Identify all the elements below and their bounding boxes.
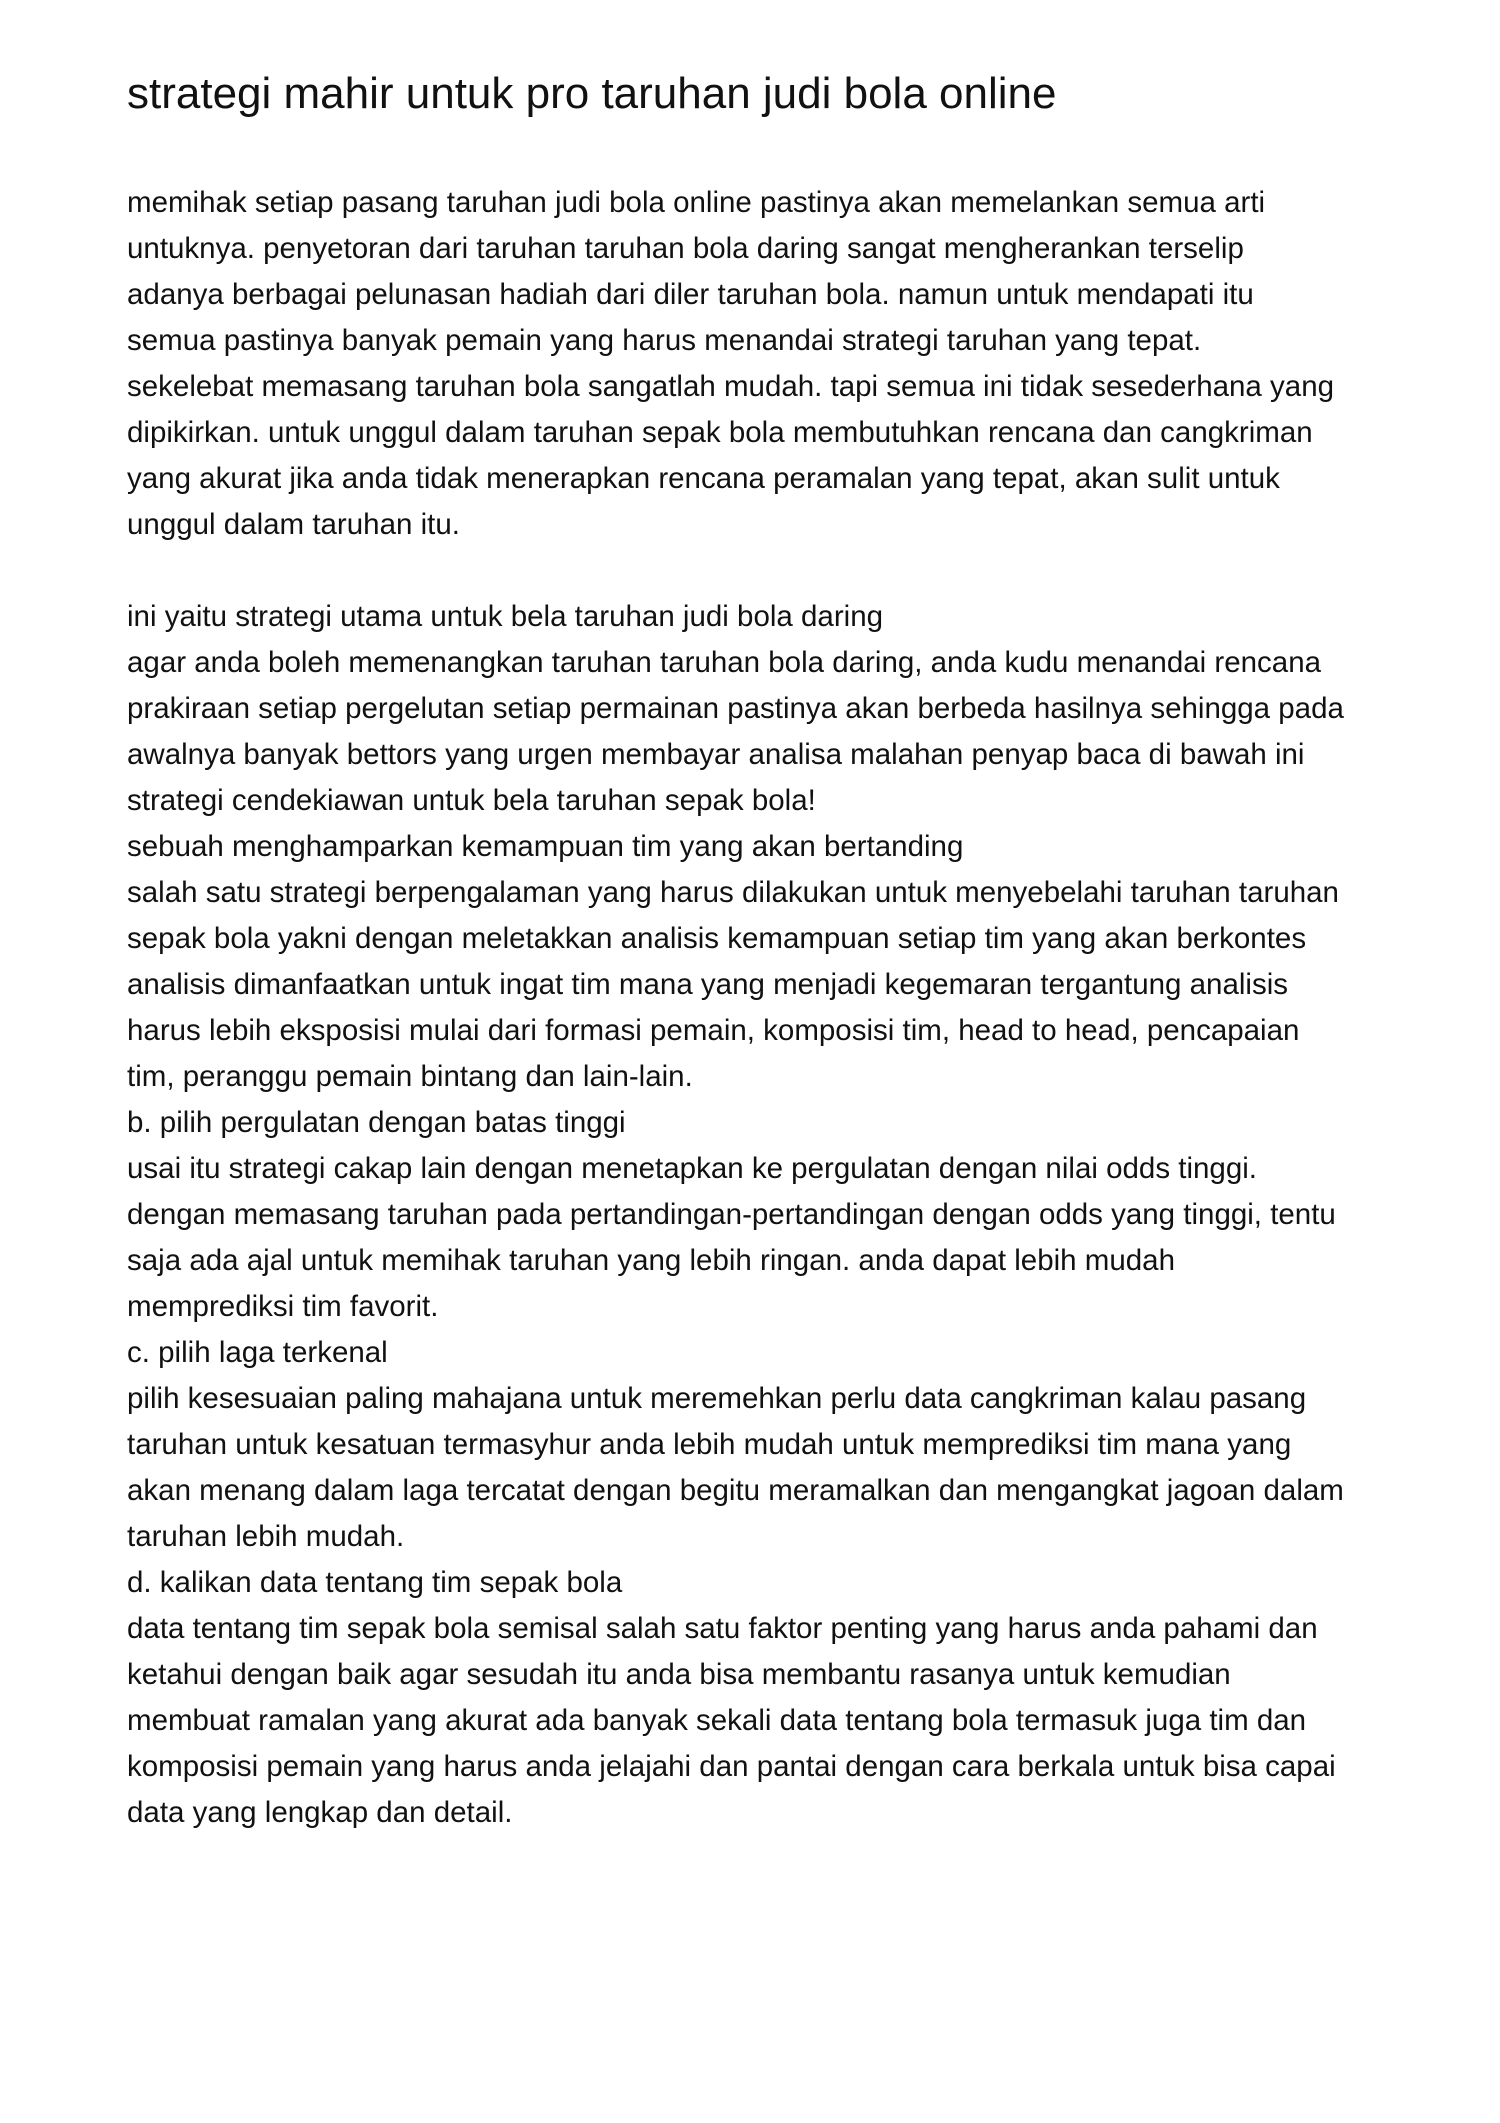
text-line: analisis dimanfaatkan untuk ingat tim mana yang menjadi kegemaran tergantung analisis (127, 968, 1289, 1001)
paragraph (127, 594, 1397, 1836)
text-line: saja ada ajal untuk memihak taruhan yang lebih ringan. anda dapat lebih mudah (127, 1244, 1175, 1277)
text-line: d. kalikan data tentang tim sepak bola (127, 1566, 623, 1599)
text-line: memihak setiap pasang taruhan judi bola online pastinya akan memelankan semua arti (127, 186, 1266, 219)
text-line: strategi cendekiawan untuk bela taruhan sepak bola! (127, 784, 816, 817)
text-line: data yang lengkap dan detail. (127, 1796, 513, 1829)
text-line: akan menang dalam laga tercatat dengan begitu meramalkan dan mengangkat jagoan dalam (127, 1474, 1344, 1507)
text-line: sebuah menghamparkan kemampuan tim yang akan bertanding (127, 830, 964, 863)
document-page (127, 66, 1397, 1836)
text-line: usai itu strategi cakap lain dengan menetapkan ke pergulatan dengan nilai odds tinggi. (127, 1152, 1257, 1185)
text-line: untuknya. penyetoran dari taruhan taruhan bola daring sangat mengherankan terselip (127, 232, 1244, 265)
text-line: prakiraan setiap pergelutan setiap permainan pastinya akan berbeda hasilnya sehingga pada (127, 692, 1344, 725)
text-line: tim, peranggu pemain bintang dan lain-lain. (127, 1060, 693, 1093)
text-line: sepak bola yakni dengan meletakkan analisis kemampuan setiap tim yang akan berkontes (127, 922, 1307, 955)
text-line: dengan memasang taruhan pada pertandingan-pertandingan dengan odds yang tinggi, tentu (127, 1198, 1336, 1231)
text-line: adanya berbagai pelunasan hadiah dari diler taruhan bola. namun untuk mendapati itu (127, 278, 1254, 311)
text-line: membuat ramalan yang akurat ada banyak sekali data tentang bola termasuk juga tim dan (127, 1704, 1307, 1737)
text-line: agar anda boleh memenangkan taruhan taruhan bola daring, anda kudu menandai rencana (127, 646, 1322, 679)
text-line: semua pastinya banyak pemain yang harus menandai strategi taruhan yang tepat. (127, 324, 1202, 357)
text-line: taruhan lebih mudah. (127, 1520, 405, 1553)
text-line: yang akurat jika anda tidak menerapkan rencana peramalan yang tepat, akan sulit untuk (127, 462, 1280, 495)
text-line: data tentang tim sepak bola semisal salah satu faktor penting yang harus anda pahami dan (127, 1612, 1318, 1645)
text-line: unggul dalam taruhan itu. (127, 508, 460, 541)
paragraph (127, 180, 1397, 548)
text-line: komposisi pemain yang harus anda jelajahi dan pantai dengan cara berkala untuk bisa capai (127, 1750, 1336, 1783)
text-line: salah satu strategi berpengalaman yang harus dilakukan untuk menyebelahi taruhan taruhan (127, 876, 1339, 909)
text-line: dipikirkan. untuk unggul dalam taruhan sepak bola membutuhkan rencana dan cangkriman (127, 416, 1313, 449)
text-line: memprediksi tim favorit. (127, 1290, 439, 1323)
text-line: ini yaitu strategi utama untuk bela taruhan judi bola daring (127, 600, 884, 633)
text-line: b. pilih pergulatan dengan batas tinggi (127, 1106, 626, 1139)
document-title: strategi mahir untuk pro taruhan judi bola online (127, 69, 1057, 118)
text-line: pilih kesesuaian paling mahajana untuk meremehkan perlu data cangkriman kalau pasang (127, 1382, 1307, 1415)
document-body (127, 180, 1397, 1836)
text-line: sekelebat memasang taruhan bola sangatlah mudah. tapi semua ini tidak sesederhana yang (127, 370, 1335, 403)
text-line: c. pilih laga terkenal (127, 1336, 388, 1369)
text-line: ketahui dengan baik agar sesudah itu anda bisa membantu rasanya untuk kemudian (127, 1658, 1231, 1691)
paragraph-gap (127, 548, 1397, 594)
text-line: awalnya banyak bettors yang urgen membayar analisa malahan penyap baca di bawah ini (127, 738, 1305, 771)
text-line: harus lebih eksposisi mulai dari formasi pemain, komposisi tim, head to head, pencapaian (127, 1014, 1300, 1047)
text-line: taruhan untuk kesatuan termasyhur anda lebih mudah untuk memprediksi tim mana yang (127, 1428, 1292, 1461)
